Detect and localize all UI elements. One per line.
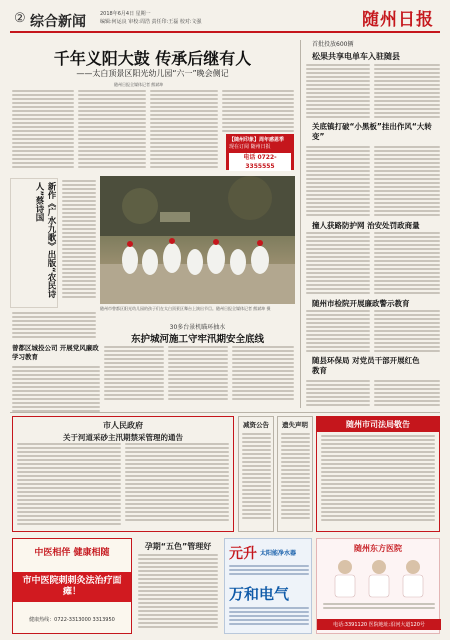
right-text2b [374,146,440,218]
notice-justice [316,416,440,532]
govt-notice-text-b [125,443,229,523]
purifier-brand: 元升 [229,546,257,562]
notice-capital-reduction [238,416,274,532]
hospital-name: 随州东方医院 [354,544,402,553]
middle-headline: 东护城河施工守牢汛期安全底线 [130,334,264,345]
book-sidebar-text [62,180,96,300]
book-sidebar-title: 新作《广水九歌》出版“农民诗人”蔡诗国 [34,182,56,299]
doctors-illustration [317,555,441,601]
notice-justice-title: 随州市司法局敬告 [317,417,439,432]
subscription-ad [226,134,294,170]
subscription-ad-line1: 【随州印象】周年感恩季 [229,137,285,143]
right-text1b [374,64,440,120]
middle-kicker: 30多台景机瞄环抽水 [169,324,226,331]
appliance-brand: 万和电气 [229,585,290,603]
notice-lost-title: 遗失声明 [282,421,308,429]
right-text1a [306,64,370,120]
hospital-phone: 电话:3391120 医院地址:沿河大道120号 [317,619,441,630]
govt-notice-text-a [17,443,121,527]
lead-text-col1 [12,90,74,170]
middle-text-col1 [104,346,164,402]
editors-line: 编辑:何运良 审校:周浩 责任印:王磊 校对:文强 [100,19,202,25]
right-text3b [374,232,440,296]
govt-notice-line2: 关于河道采砂主汛期禁采管理的通告 [63,433,183,442]
govt-notice [12,416,234,532]
right-headline3: 撞人获路防护网 治安处罚政商量 [312,221,420,230]
govt-notice-line1: 市人民政府 [103,421,143,430]
lead-text-col3 [150,90,218,170]
notice-lost [277,416,313,532]
middle-text-col3 [232,346,294,402]
right-headline1: 松果共享电单车入驻随县 [312,52,400,61]
book-sidebar [10,178,58,308]
appliance-ad [224,538,312,634]
right-kicker1: 首批投放600辆 [312,41,354,48]
subscription-ad-phone: 电话 0722-3355555 [229,153,291,171]
right-text3a [306,232,370,296]
page-number: ② [14,11,26,26]
lower-left-text [12,312,96,340]
clinic-ad-phone: 健康热线：0722-3313000 3313950 [29,617,115,623]
lead-title: 千年义阳大鼓 传承后继有人 [53,49,252,68]
subscription-ad-line2: 现在订阅 随州日报 [229,144,271,150]
right-headline4: 随州市检院开展廉政警示教育 [312,299,410,308]
lead-text-col2 [78,90,146,170]
pregnancy-article [136,538,220,634]
clinic-ad-title: 中医相伴 健康相随 [34,548,110,558]
right-text4a [306,310,370,354]
lead-subtitle: ——太白顶景区阳光幼儿园“六一”晚会侧记 [76,69,229,78]
lead-photo [100,176,295,304]
section-title: 综合新闻 [30,14,86,30]
left-mid-text [12,366,100,414]
right-headline2: 关底镇打破“小黑板”挂出作风“大转变” [312,122,432,141]
lead-text-col4 [222,90,294,134]
performers-illustration [100,176,295,304]
purifier-name: 太阳能净水器 [260,549,297,557]
right-text5b [374,380,440,408]
date-line: 2018年6月4日 星期一 [100,11,151,17]
right-text4b [374,310,440,354]
left-mid-headline: 曾都区城投公司 开展党风廉政学习教育 [12,344,99,361]
clinic-ad-headline: 市中医院刺刺灸法治疗面瘫！ [13,572,131,602]
paper-logo: 随州日报 [362,10,434,30]
pregnancy-title: 孕期“五色”管理好 [144,542,212,551]
lead-byline: 随州日报全媒体记者 熊斌坤 [114,82,164,87]
right-headline5: 随县环保局 对党员干部开展红色教育 [312,356,420,375]
hospital-ad [316,538,440,634]
notice-capital-title: 减资公告 [243,421,269,429]
middle-text-col2 [168,346,228,402]
masthead [0,0,450,36]
photo-caption: 随州市曾都区阳光幼儿园的孩子们在太白顶景区舞台上演出节目。随州日报全媒体记者 熊斌坤 摄 [100,306,271,311]
right-text5a [306,380,370,408]
right-text2a [306,146,370,218]
clinic-ad [12,538,132,634]
